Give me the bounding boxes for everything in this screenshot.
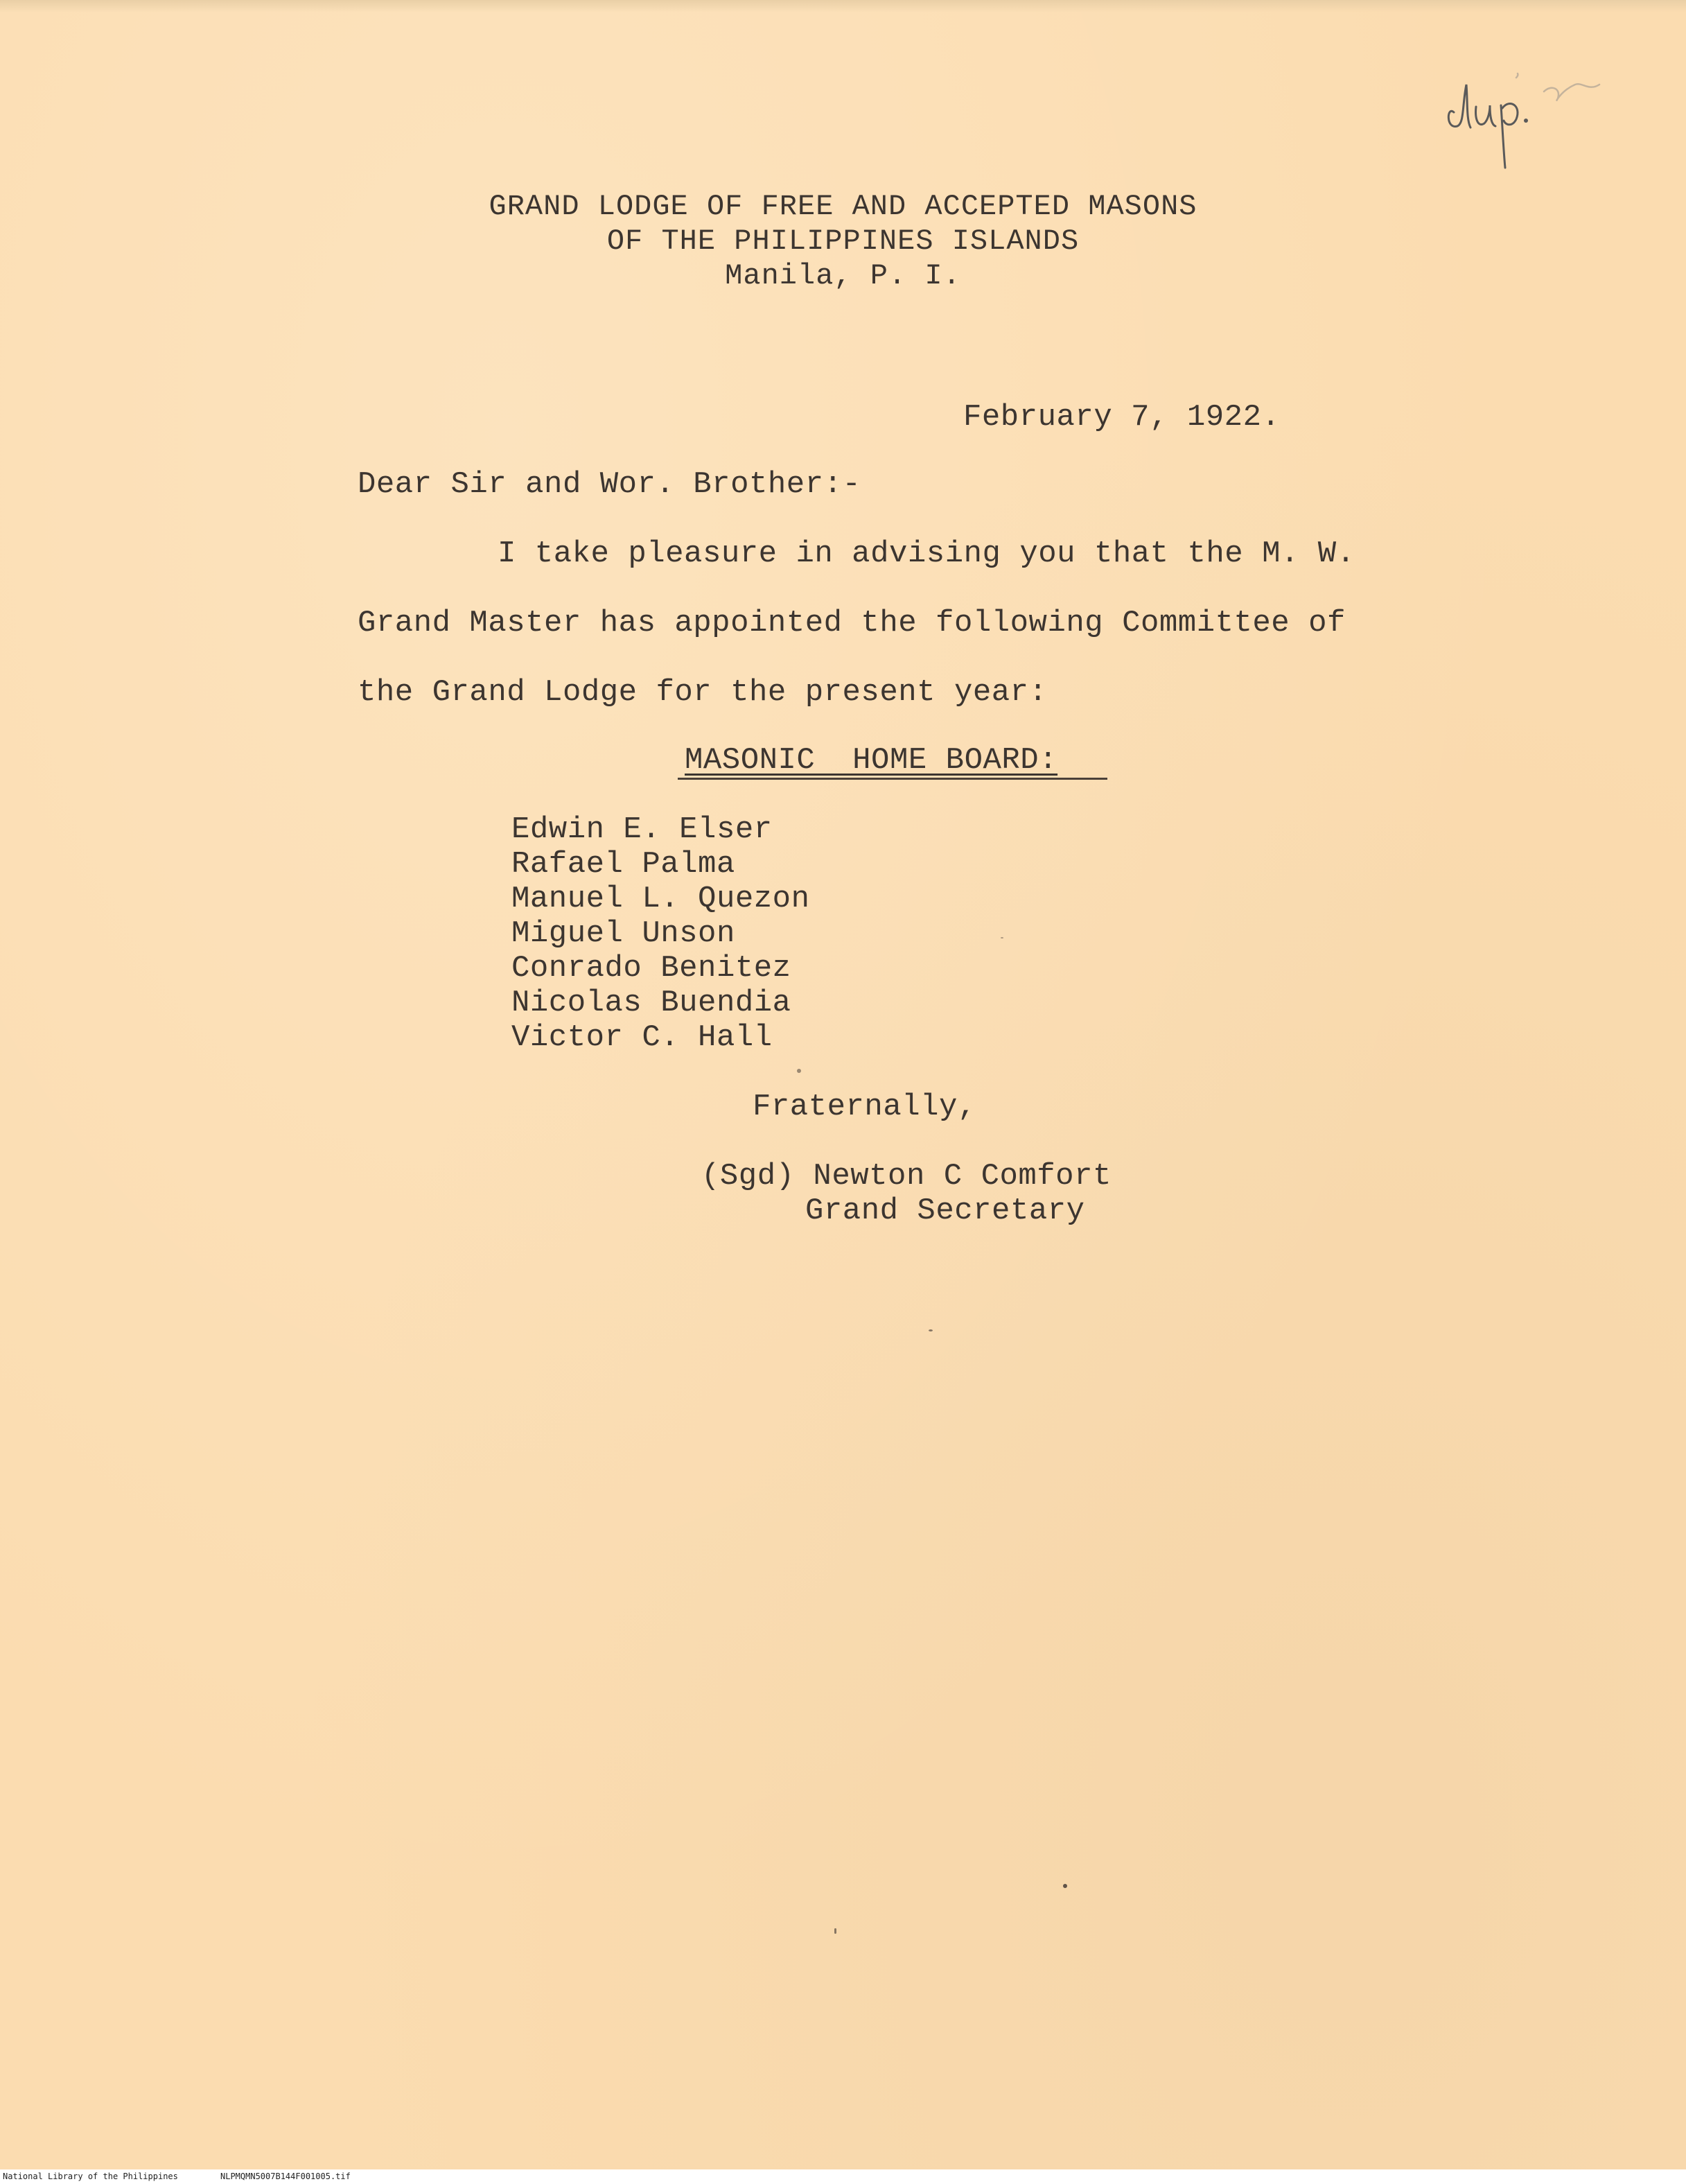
scan-speck	[1001, 937, 1003, 938]
list-item: Rafael Palma	[511, 847, 735, 882]
body-line-1: I take pleasure in advising you that the M. W.	[498, 536, 1355, 571]
list-item: Nicolas Buendia	[511, 986, 791, 1020]
paper-edge	[0, 0, 1686, 12]
committee-title-underline	[678, 778, 1107, 780]
footer-source: National Library of the Philippines	[3, 2172, 178, 2181]
footer-filename: NLPMQMN5007B144F001005.tif	[220, 2172, 351, 2181]
committee-members-list	[511, 812, 809, 1055]
body-line-3: the Grand Lodge for the present year:	[358, 675, 1048, 710]
list-item: Victor C. Hall	[511, 1020, 773, 1055]
closing: Fraternally,	[753, 1090, 976, 1124]
list-item: Conrado Benitez	[511, 951, 791, 986]
letterhead-line-3: Manila, P. I.	[725, 259, 961, 292]
list-item: Manuel L. Quezon	[511, 882, 810, 916]
letterhead-line-1: GRAND LODGE OF FREE AND ACCEPTED MASONS	[489, 190, 1197, 223]
list-item: Miguel Unson	[511, 916, 735, 951]
scan-speck	[1063, 1884, 1067, 1888]
signature-name: (Sgd) Newton C Comfort	[701, 1159, 1112, 1194]
salutation: Dear Sir and Wor. Brother:-	[358, 467, 861, 502]
scan-speck	[797, 1069, 801, 1073]
letter-date: February 7, 1922.	[963, 400, 1281, 435]
body-line-2: Grand Master has appointed the following Committee of	[358, 606, 1346, 640]
handwritten-annotation	[1440, 64, 1648, 189]
scan-speck	[834, 1928, 836, 1934]
scan-speck	[929, 1329, 933, 1331]
letterhead-line-2: OF THE PHILIPPINES ISLANDS	[606, 225, 1080, 258]
signature-title: Grand Secretary	[805, 1194, 1085, 1228]
committee-title: MASONIC HOME BOARD:	[685, 743, 1058, 778]
scan-footer	[0, 2170, 1686, 2184]
list-item: Edwin E. Elser	[511, 812, 773, 847]
